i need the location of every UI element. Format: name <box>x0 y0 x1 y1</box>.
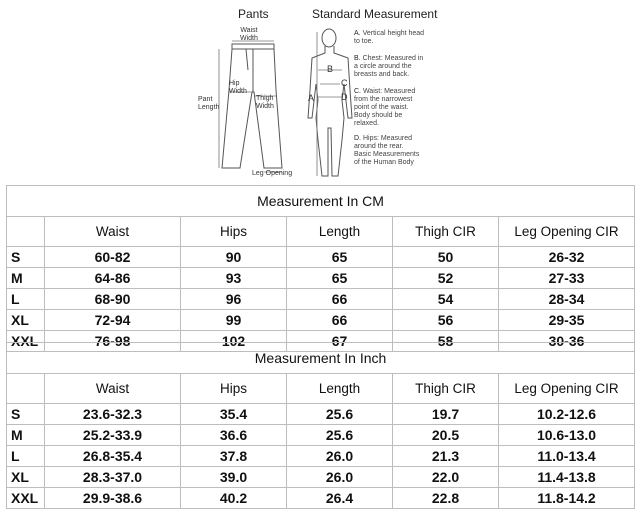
diagram-drawing <box>0 0 640 185</box>
thigh-width-label: Thigh Width <box>256 95 274 110</box>
marker-b: B <box>327 64 334 74</box>
note-c-text: Waist: Measured from the narrowest point of the waist. Body should be relaxed. <box>354 88 416 127</box>
waist-width-label: Waist Width <box>240 27 258 42</box>
leg-opening-cell: 11.4-13.8 <box>499 467 635 488</box>
thigh-cell: 22.8 <box>393 488 499 509</box>
length-cell: 25.6 <box>287 425 393 446</box>
length-cell: 26.0 <box>287 446 393 467</box>
thigh-cell: 22.0 <box>393 467 499 488</box>
column-header: Waist <box>45 217 181 247</box>
hips-cell: 35.4 <box>181 404 287 425</box>
note-d-text: Hips: Measured around the rear. Basic Measurements of the Human Body <box>354 135 420 166</box>
thigh-cell: 21.3 <box>393 446 499 467</box>
note-c <box>354 88 446 128</box>
hips-cell: 96 <box>181 289 287 310</box>
waist-cell: 68-90 <box>45 289 181 310</box>
table-row <box>7 446 635 467</box>
table-row <box>7 247 635 268</box>
column-header: Length <box>287 217 393 247</box>
table-row <box>7 425 635 446</box>
size-label: L <box>7 289 45 310</box>
table-row <box>7 488 635 509</box>
marker-a: A <box>308 93 315 103</box>
thigh-cell: 50 <box>393 247 499 268</box>
size-label: M <box>7 268 45 289</box>
size-label: S <box>7 404 45 425</box>
size-label: XXL <box>7 488 45 509</box>
length-cell: 67 <box>287 331 393 352</box>
leg-opening-label: Leg Opening <box>252 170 293 177</box>
length-cell: 26.4 <box>287 488 393 509</box>
column-header: Thigh CIR <box>393 374 499 404</box>
hips-cell: 99 <box>181 310 287 331</box>
hips-cell: 90 <box>181 247 287 268</box>
waist-cell: 25.2-33.9 <box>45 425 181 446</box>
note-c-key: C. <box>354 88 361 95</box>
marker-d: D <box>341 92 348 102</box>
hips-cell: 37.8 <box>181 446 287 467</box>
waist-cell: 76-98 <box>45 331 181 352</box>
body-illustration <box>308 29 352 176</box>
measurement-diagram <box>0 0 640 185</box>
size-header-cell <box>7 217 45 247</box>
size-label: M <box>7 425 45 446</box>
thigh-cell: 56 <box>393 310 499 331</box>
hips-cell: 36.6 <box>181 425 287 446</box>
hips-cell: 93 <box>181 268 287 289</box>
note-a-key: A. <box>354 30 361 37</box>
size-label: L <box>7 446 45 467</box>
waist-cell: 26.8-35.4 <box>45 446 181 467</box>
size-label: S <box>7 247 45 268</box>
waist-cell: 72-94 <box>45 310 181 331</box>
leg-opening-cell: 28-34 <box>499 289 635 310</box>
column-header: Thigh CIR <box>393 217 499 247</box>
length-cell: 26.0 <box>287 467 393 488</box>
leg-opening-cell: 27-33 <box>499 268 635 289</box>
hip-width-label: Hip Width <box>229 80 247 95</box>
length-cell: 65 <box>287 268 393 289</box>
table-row <box>7 310 635 331</box>
note-a <box>354 30 446 46</box>
leg-opening-cell: 26-32 <box>499 247 635 268</box>
leg-opening-cell: 11.0-13.4 <box>499 446 635 467</box>
size-label: XXL <box>7 331 45 352</box>
table-row <box>7 289 635 310</box>
leg-opening-cell: 30-36 <box>499 331 635 352</box>
marker-c: C <box>341 78 348 88</box>
thigh-cell: 20.5 <box>393 425 499 446</box>
cm-size-table <box>6 185 635 352</box>
leg-opening-cell: 10.6-13.0 <box>499 425 635 446</box>
length-cell: 66 <box>287 310 393 331</box>
note-b <box>354 55 446 79</box>
waist-cell: 60-82 <box>45 247 181 268</box>
column-header: Hips <box>181 374 287 404</box>
inch-table-title: Measurement In Inch <box>7 343 635 374</box>
column-header: Length <box>287 374 393 404</box>
thigh-cell: 58 <box>393 331 499 352</box>
cm-table-title: Measurement In CM <box>7 186 635 217</box>
waist-cell: 29.9-38.6 <box>45 488 181 509</box>
pant-length-label: Pant Length <box>198 96 220 111</box>
body-heading: Standard Measurement <box>312 7 438 21</box>
note-d <box>354 135 446 167</box>
size-label: XL <box>7 310 45 331</box>
thigh-cell: 54 <box>393 289 499 310</box>
length-cell: 66 <box>287 289 393 310</box>
waist-cell: 28.3-37.0 <box>45 467 181 488</box>
thigh-cell: 52 <box>393 268 499 289</box>
column-header: Waist <box>45 374 181 404</box>
note-b-key: B. <box>354 55 361 62</box>
size-header-cell <box>7 374 45 404</box>
leg-opening-cell: 29-35 <box>499 310 635 331</box>
waist-cell: 64-86 <box>45 268 181 289</box>
table-row <box>7 467 635 488</box>
body-arrows <box>317 32 342 176</box>
hips-cell: 102 <box>181 331 287 352</box>
waist-cell: 23.6-32.3 <box>45 404 181 425</box>
column-header: Leg Opening CIR <box>499 217 635 247</box>
leg-opening-cell: 10.2-12.6 <box>499 404 635 425</box>
note-b-text: Chest: Measured in a circle around the breasts and back. <box>354 55 424 78</box>
hips-cell: 39.0 <box>181 467 287 488</box>
table-row <box>7 404 635 425</box>
inch-size-table <box>6 342 635 509</box>
length-cell: 25.6 <box>287 404 393 425</box>
size-label: XL <box>7 467 45 488</box>
length-cell: 65 <box>287 247 393 268</box>
hips-cell: 40.2 <box>181 488 287 509</box>
note-a-text: Vertical height head to toe. <box>354 30 425 45</box>
thigh-cell: 19.7 <box>393 404 499 425</box>
column-header: Leg Opening CIR <box>499 374 635 404</box>
note-d-key: D. <box>354 135 361 142</box>
pants-heading: Pants <box>238 7 269 21</box>
column-header: Hips <box>181 217 287 247</box>
table-row <box>7 268 635 289</box>
leg-opening-cell: 11.8-14.2 <box>499 488 635 509</box>
